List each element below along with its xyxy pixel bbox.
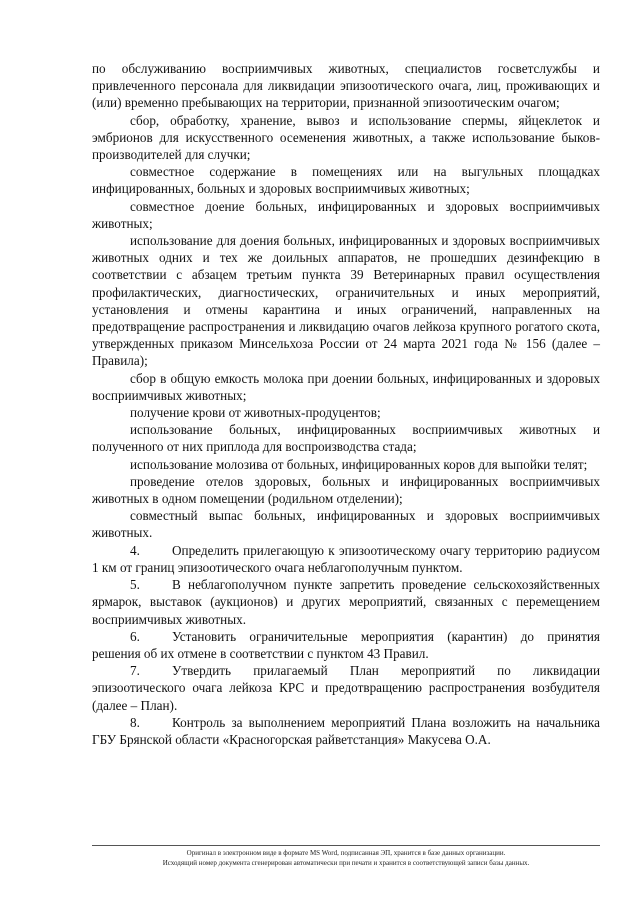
- item-number: 8.: [130, 714, 140, 730]
- numbered-item-8: [92, 714, 600, 748]
- paragraph: сбор, обработку, хранение, вывоз и использование спермы, яйцеклеток и эмбрионов для искусственного осеменения животных, а также использование быков-производителей для случки;: [92, 112, 600, 163]
- numbered-item-5: [92, 576, 600, 628]
- document-body: [92, 60, 600, 748]
- paragraph: использование для доения больных, инфицированных и здоровых восприимчивых животных одних и тех же доильных аппаратов, не прошедших дезинфекцию в соответствии с абзацем третьим пункта 39 Ветеринарных правил осуществления профилактических, диагностических, ограничительных и иных мероприятий, установления и отмены карантина и иных ограничений, направленных на предотвращение распространения и ликвидацию очагов лейкоза крупного рогатого скота, утвержденных приказом Минсельхоза России от 24 марта 2021 года № 156 (далее – Правила);: [92, 233, 600, 369]
- item-text: Утвердить прилагаемый План мероприятий по ликвидации эпизоотического очага лейкоза КРС и предотвращению распространения возбудителя (далее – План).: [92, 663, 600, 713]
- page-footer: [92, 848, 600, 868]
- paragraph: использование молозива от больных, инфицированных коров для выпойки телят;: [130, 456, 588, 472]
- item-number: 6.: [130, 628, 140, 644]
- item-text: Контроль за выполнением мероприятий Плана возложить на начальника ГБУ Брянской области «Красногорская райветстанция» Макусева О.А.: [92, 714, 600, 747]
- numbered-item-7: [92, 662, 600, 714]
- numbered-item-6: [92, 628, 600, 662]
- item-text: Определить прилегающую к эпизоотическому очагу территорию радиусом 1 км от границ эпизоотического очага неблагополучным пунктом.: [92, 542, 600, 575]
- paragraph: совместный выпас больных, инфицированных и здоровых восприимчивых животных.: [92, 508, 600, 541]
- paragraph: совместное содержание в помещениях или на выгульных площадках инфицированных, больных и здоровых восприимчивых животных;: [92, 164, 600, 197]
- item-number: 5.: [130, 577, 140, 593]
- item-number: 7.: [130, 663, 140, 679]
- footer-line-2: Исходящий номер документа сгенерирован автоматически при печати и хранится в соответствующей записи базы данных.: [162, 859, 530, 867]
- paragraph: проведение отелов здоровых, больных и инфицированных восприимчивых животных в одном помещении (родильном отделении);: [92, 473, 600, 507]
- paragraph: совместное доение больных, инфицированных и здоровых восприимчивых животных;: [92, 198, 600, 231]
- item-text: Установить ограничительные мероприятия (карантин) до принятия решения об их отмене в соответствии с пунктом 43 Правил.: [92, 628, 600, 661]
- paragraph: сбор в общую емкость молока при доении больных, инфицированных и здоровых восприимчивых животных;: [92, 370, 600, 403]
- footer-divider: [92, 845, 600, 846]
- footer-line-1: Оригинал в электронном виде в формате MS Word, подписанная ЭП, хранится в базе данных организации.: [186, 849, 506, 857]
- item-number: 4.: [130, 542, 140, 558]
- paragraph: по обслуживанию восприимчивых животных, специалистов госветслужбы и привлеченного персонала для ликвидации эпизоотического очага, лиц, проживающих и (или) временно пребывающих на территории, признанной эпизоотическим очагом;: [92, 61, 600, 111]
- paragraph: использование больных, инфицированных восприимчивых животных и полученного от них приплода для воспроизводства стада;: [92, 422, 600, 455]
- paragraph: получение крови от животных-продуцентов;: [130, 405, 381, 421]
- numbered-item-4: [92, 542, 600, 576]
- item-text: В неблагополучном пункте запретить проведение сельскохозяйственных ярмарок, выставок (аукционов) и других мероприятий, связанных с перемещением восприимчивых животных.: [92, 577, 600, 627]
